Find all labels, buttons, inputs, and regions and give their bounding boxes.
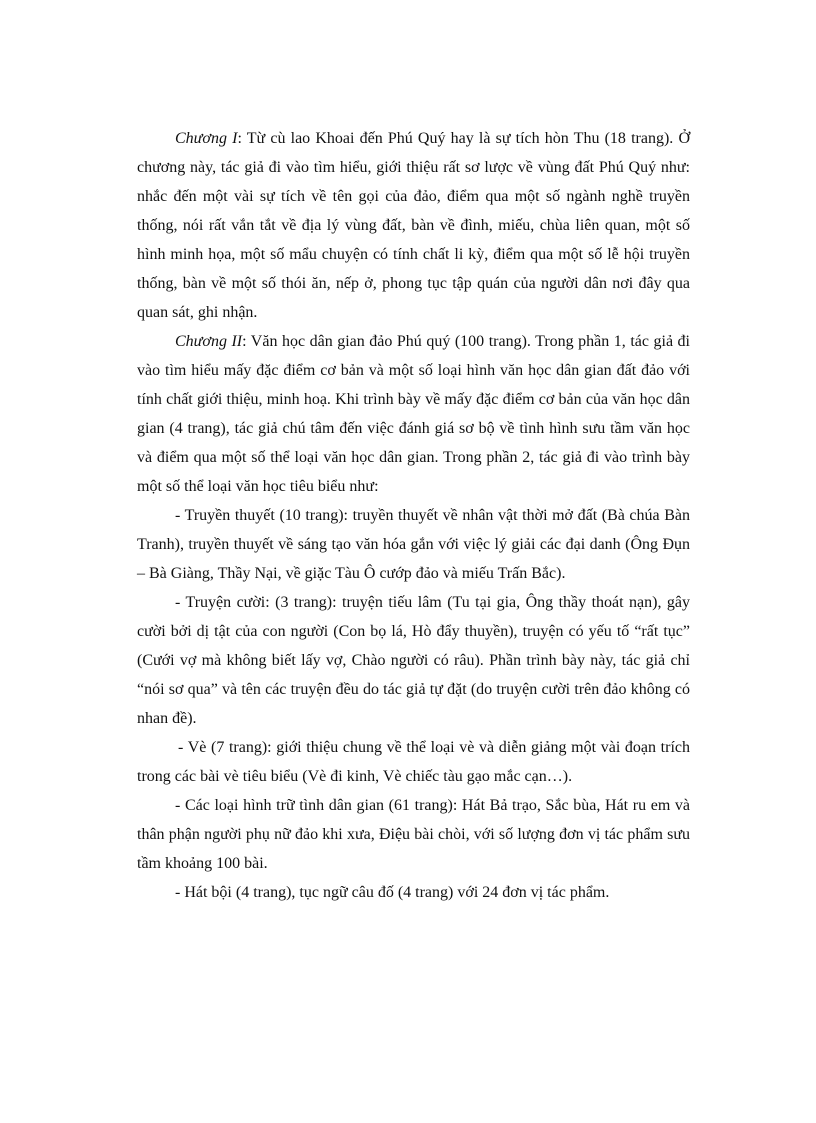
list-item-truyen-cuoi: - Truyện cười: (3 trang): truyện tiếu lâm (Tu tại gia, Ông thầy thoát nạn), gây cười bởi dị tật của con người (Con bọ lá, Hò đẩy thuyền), truyện có yếu tố “rất tục” (Cưới vợ mà không biết lấy vợ, Chào người có râu). Phần trình bày này, tác giả chỉ “nói sơ qua” và tên các truyện đều do tác giả tự đặt (do truyện cười trên đảo không có nhan đề). (137, 594, 690, 727)
list-item-ve: - Vè (7 trang): giới thiệu chung về thể loại vè và diễn giảng một vài đoạn trích trong các bài vè tiêu biểu (Vè đi kinh, Vè chiếc tàu gạo mắc cạn…). (137, 739, 690, 785)
document-page (137, 124, 690, 907)
list-item-tru-tinh: - Các loại hình trữ tình dân gian (61 trang): Hát Bả trạo, Sắc bùa, Hát ru em và thân phận người phụ nữ đảo khi xưa, Điệu bài chòi, với số lượng đơn vị tác phẩm sưu tầm khoảng 100 bài. (137, 797, 690, 872)
chapter-2-text: : Văn học dân gian đảo Phú quý (100 trang). Trong phần 1, tác giả đi vào tìm hiểu mấy đặc điểm cơ bản và một số loại hình văn học dân gian đất đảo với tính chất giới thiệu, minh hoạ. Khi trình bày về mấy đặc điểm cơ bản của văn học dân gian (4 trang), tác giả chú tâm đến việc đánh giá sơ bộ về tình hình sưu tầm văn học và điểm qua một số thể loại văn học dân gian. Trong phần 2, tác giả đi vào trình bày một số thể loại văn học tiêu biểu như: (137, 333, 691, 495)
chapter-1-text: : Từ cù lao Khoai đến Phú Quý hay là sự tích hòn Thu (18 trang). Ở chương này, tác giả đi vào tìm hiểu, giới thiệu rất sơ lược về vùng đất Phú Quý như: nhắc đến một vài sự tích về tên gọi của đảo, điểm qua một số ngành nghề truyền thống, nói rất vắn tắt về địa lý vùng đất, bàn về đình, miếu, chùa liên quan, một số hình minh họa, một số mẩu chuyện có tính chất li kỳ, điểm qua một số lễ hội truyền thống, bàn về một số thói ăn, nếp ở, phong tục tập quán của người dân nơi đây qua quan sát, ghi nhận. (137, 130, 691, 321)
list-item-hat-boi: - Hát bội (4 trang), tục ngữ câu đố (4 trang) với 24 đơn vị tác phẩm. (175, 884, 610, 901)
paragraph-chapter-1 (137, 124, 690, 327)
chapter-2-heading: Chương II (175, 333, 243, 350)
chapter-1-heading: Chương I (175, 130, 238, 147)
paragraph-chapter-2 (137, 327, 690, 501)
list-item-truyen-thuyet: - Truyền thuyết (10 trang): truyền thuyết về nhân vật thời mở đất (Bà chúa Bàn Tranh), truyền thuyết về sáng tạo văn hóa gắn với việc lý giải các đại danh (Ông Đụn – Bà Giàng, Thầy Nại, về giặc Tàu Ô cướp đảo và miếu Trấn Bắc). (137, 507, 690, 582)
